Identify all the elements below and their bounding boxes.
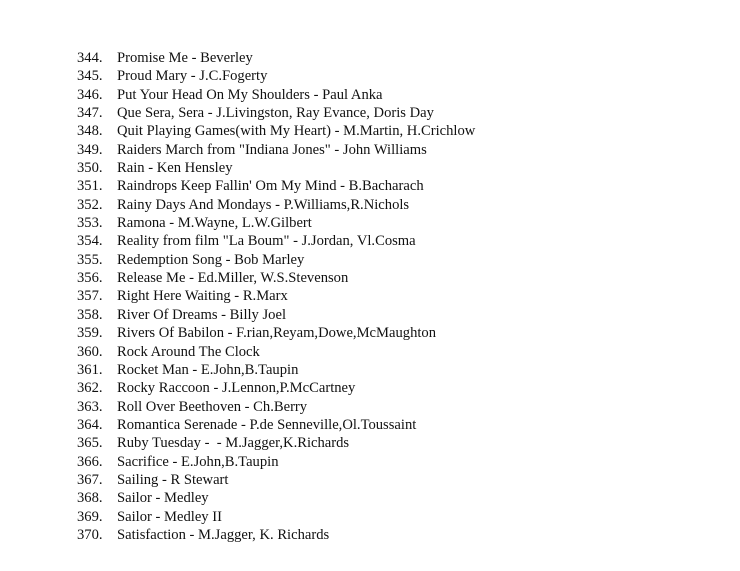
- song-title: Rock Around The Clock: [117, 343, 260, 360]
- song-number: 360.: [77, 343, 103, 360]
- list-item: [77, 416, 475, 434]
- song-title: Put Your Head On My Shoulders - Paul Anka: [117, 86, 383, 103]
- list-item: [77, 434, 475, 452]
- list-item: [77, 361, 475, 379]
- song-title: Rocky Raccoon - J.Lennon,P.McCartney: [117, 380, 356, 397]
- list-item: [77, 306, 475, 324]
- song-number: 344.: [77, 50, 103, 66]
- song-number: 348.: [77, 123, 103, 140]
- list-item: [77, 67, 475, 85]
- song-number: 345.: [77, 68, 103, 85]
- song-number: 361.: [77, 361, 103, 378]
- song-title: Ruby Tuesday - - M.Jagger,K.Richards: [117, 435, 350, 452]
- song-title: Satisfaction - M.Jagger, K. Richards: [117, 526, 330, 543]
- song-title: Sailor - Medley II: [117, 508, 222, 525]
- song-number: 352.: [77, 196, 103, 213]
- song-list: [77, 49, 475, 544]
- list-item: [77, 177, 475, 195]
- song-number: 363.: [77, 398, 103, 415]
- song-number: 347.: [77, 105, 103, 122]
- song-number: 367.: [77, 471, 103, 488]
- list-item: [77, 526, 475, 544]
- song-title: Rivers Of Babilon - F.rian,Reyam,Dowe,McMaughton: [117, 325, 437, 342]
- song-number: 346.: [77, 86, 103, 103]
- song-number: 365.: [77, 435, 103, 452]
- song-title: Proud Mary - J.C.Fogerty: [117, 68, 268, 85]
- song-number: 369.: [77, 508, 103, 525]
- song-title: Romantica Serenade - P.de Senneville,Ol.Toussaint: [117, 416, 417, 433]
- list-item: [77, 398, 475, 416]
- song-number: 355.: [77, 251, 103, 268]
- song-title: Sacrifice - E.John,B.Taupin: [117, 453, 279, 470]
- song-number: 351.: [77, 178, 103, 195]
- song-title: Raiders March from "Indiana Jones" - John Williams: [117, 141, 427, 158]
- list-item: [77, 489, 475, 507]
- song-number: 350.: [77, 160, 103, 177]
- song-number: 358.: [77, 306, 103, 323]
- song-number: 356.: [77, 270, 103, 287]
- list-item: [77, 86, 475, 104]
- song-title: Rocket Man - E.John,B.Taupin: [117, 361, 299, 378]
- song-number: 354.: [77, 233, 103, 250]
- song-title: Right Here Waiting - R.Marx: [117, 288, 288, 305]
- song-title: Que Sera, Sera - J.Livingston, Ray Evance, Doris Day: [117, 105, 434, 122]
- list-item: [77, 269, 475, 287]
- list-item: [77, 471, 475, 489]
- song-number: 366.: [77, 453, 103, 470]
- song-title: Rain - Ken Hensley: [117, 160, 233, 177]
- list-item: [77, 324, 475, 342]
- song-number: 362.: [77, 380, 103, 397]
- list-item: [77, 104, 475, 122]
- list-item: [77, 159, 475, 177]
- song-title: Sailor - Medley: [117, 490, 209, 507]
- song-number: 364.: [77, 416, 103, 433]
- song-title: Raindrops Keep Fallin' Om My Mind - B.Bacharach: [117, 178, 424, 195]
- list-item: [77, 343, 475, 361]
- list-item: [77, 122, 475, 140]
- list-item: [77, 141, 475, 159]
- song-title: Reality from film "La Boum" - J.Jordan, Vl.Cosma: [117, 233, 416, 250]
- song-number: 353.: [77, 215, 103, 232]
- song-title: Sailing - R Stewart: [117, 471, 229, 488]
- song-title: River Of Dreams - Billy Joel: [117, 306, 287, 323]
- song-number: 370.: [77, 526, 103, 543]
- song-title: Redemption Song - Bob Marley: [117, 251, 305, 268]
- song-number: 368.: [77, 490, 103, 507]
- song-title: Quit Playing Games(with My Heart) - M.Martin, H.Crichlow: [117, 123, 476, 140]
- song-title: Roll Over Beethoven - Ch.Berry: [117, 398, 308, 415]
- list-item: [77, 214, 475, 232]
- list-item: [77, 453, 475, 471]
- list-item: [77, 232, 475, 250]
- list-item: [77, 49, 475, 67]
- song-title: Promise Me - Beverley: [117, 50, 253, 66]
- list-item: [77, 508, 475, 526]
- song-number: 359.: [77, 325, 103, 342]
- list-item: [77, 251, 475, 269]
- song-number: 357.: [77, 288, 103, 305]
- song-title: Rainy Days And Mondays - P.Williams,R.Nichols: [117, 196, 410, 213]
- list-item: [77, 379, 475, 397]
- list-item: [77, 196, 475, 214]
- song-title: Release Me - Ed.Miller, W.S.Stevenson: [117, 270, 349, 287]
- song-number: 349.: [77, 141, 103, 158]
- song-title: Ramona - M.Wayne, L.W.Gilbert: [117, 215, 312, 232]
- list-item: [77, 287, 475, 305]
